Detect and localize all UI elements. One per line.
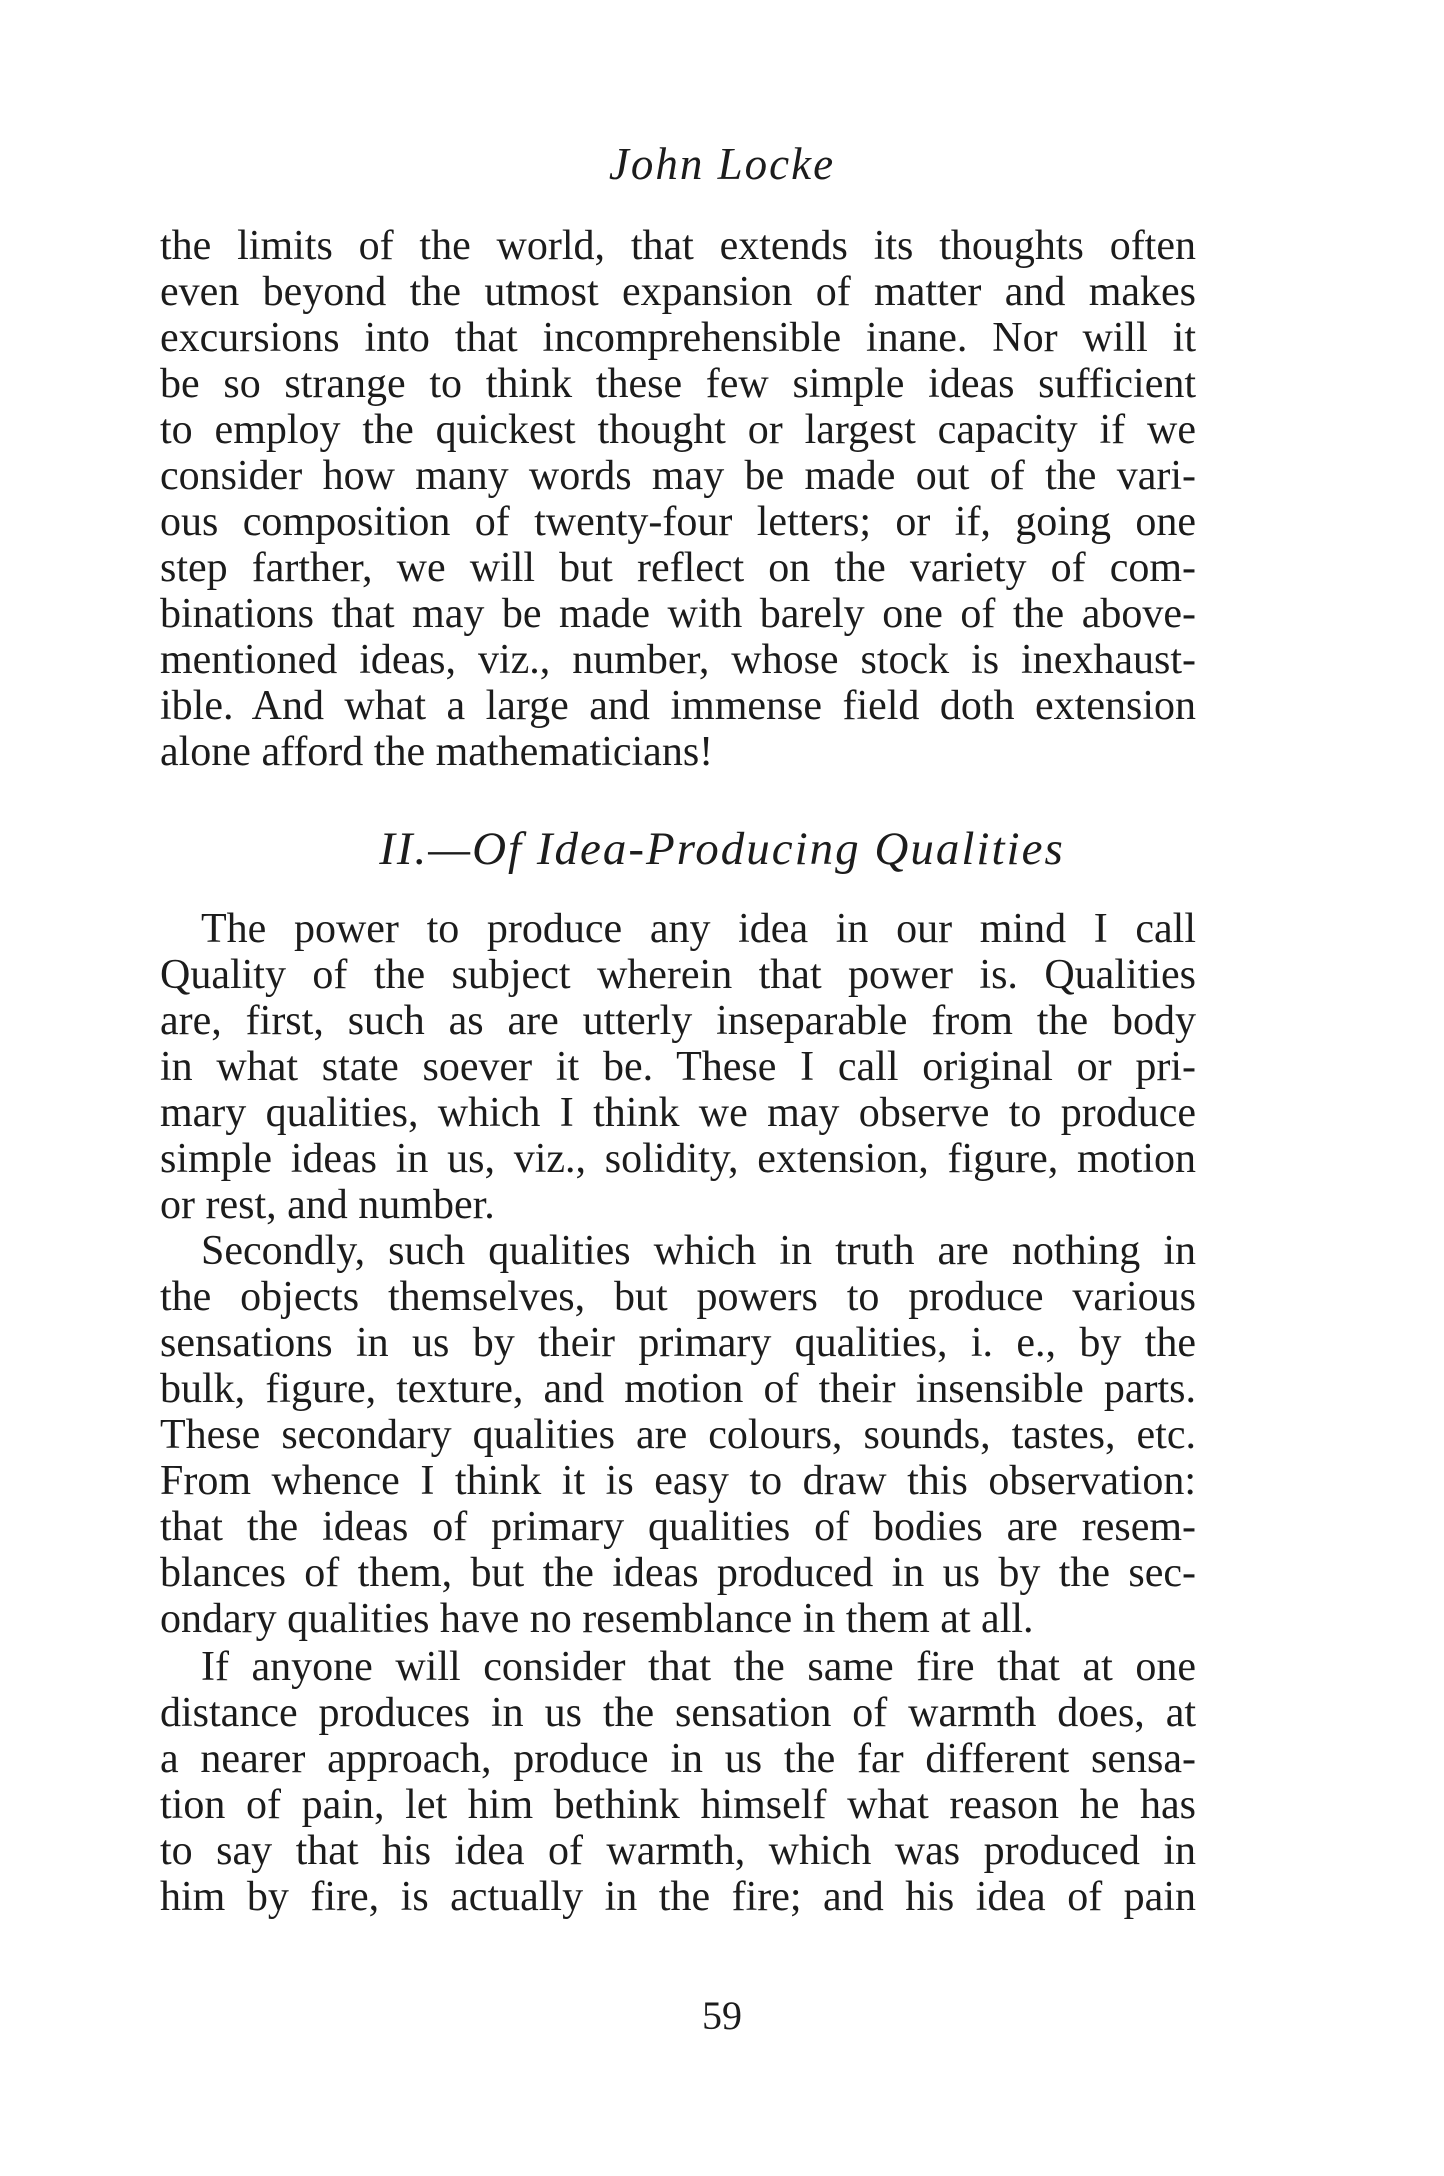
text-line: Quality of the subject wherein that power is. Qualities (160, 952, 1196, 998)
text-line: simple ideas in us, viz., solidity, extension, figure, motion (160, 1136, 1196, 1182)
text-line: tion of pain, let him bethink himself what reason he has (160, 1782, 1196, 1828)
text-line: Secondly, such qualities which in truth are nothing in (201, 1228, 1196, 1274)
text-line: ous composition of twenty-four letters; or if, going one (160, 499, 1196, 545)
text-line: the limits of the world, that extends its thoughts often (160, 223, 1196, 269)
text-line: From whence I think it is easy to draw this observation: (160, 1458, 1196, 1504)
section-heading: II.—Of Idea-Producing Qualities (379, 823, 1065, 875)
text-line: or rest, and number. (160, 1182, 495, 1228)
text-line: sensations in us by their primary qualities, i. e., by the (160, 1320, 1196, 1366)
running-head: John Locke (608, 139, 836, 189)
text-line: mary qualities, which I think we may observe to produce (160, 1090, 1196, 1136)
text-line: a nearer approach, produce in us the far different sensa- (160, 1736, 1196, 1782)
text-line: ible. And what a large and immense field doth extension (160, 683, 1196, 729)
text-line: excursions into that incomprehensible inane. Nor will it (160, 315, 1196, 361)
text-line: distance produces in us the sensation of warmth does, at (160, 1690, 1196, 1736)
text-line: step farther, we will but reflect on the variety of com- (160, 545, 1196, 591)
text-line: If anyone will consider that the same fire that at one (201, 1644, 1196, 1690)
text-line: in what state soever it be. These I call original or pri- (160, 1044, 1196, 1090)
text-line: to employ the quickest thought or largest capacity if we (160, 407, 1196, 453)
text-line: binations that may be made with barely one of the above- (160, 591, 1196, 637)
text-line: him by fire, is actually in the fire; and his idea of pain (160, 1874, 1196, 1920)
text-line: alone afford the mathematicians! (160, 729, 714, 775)
text-line: to say that his idea of warmth, which was produced in (160, 1828, 1196, 1874)
text-line: bulk, figure, texture, and motion of their insensible parts. (160, 1366, 1196, 1412)
text-line: that the ideas of primary qualities of bodies are resem- (160, 1504, 1196, 1550)
text-line: even beyond the utmost expansion of matter and makes (160, 269, 1196, 315)
text-line: consider how many words may be made out of the vari- (160, 453, 1196, 499)
text-line: be so strange to think these few simple ideas sufficient (160, 361, 1196, 407)
text-line: blances of them, but the ideas produced in us by the sec- (160, 1550, 1196, 1596)
text-line: ondary qualities have no resemblance in them at all. (160, 1596, 1034, 1642)
text-line: are, first, such as are utterly inseparable from the body (160, 998, 1196, 1044)
text-line: mentioned ideas, viz., number, whose stock is inexhaust- (160, 637, 1196, 683)
page-number: 59 (702, 1993, 742, 2038)
text-line: the objects themselves, but powers to produce various (160, 1274, 1196, 1320)
text-line: These secondary qualities are colours, sounds, tastes, etc. (160, 1412, 1196, 1458)
text-line: The power to produce any idea in our mind I call (201, 906, 1196, 952)
